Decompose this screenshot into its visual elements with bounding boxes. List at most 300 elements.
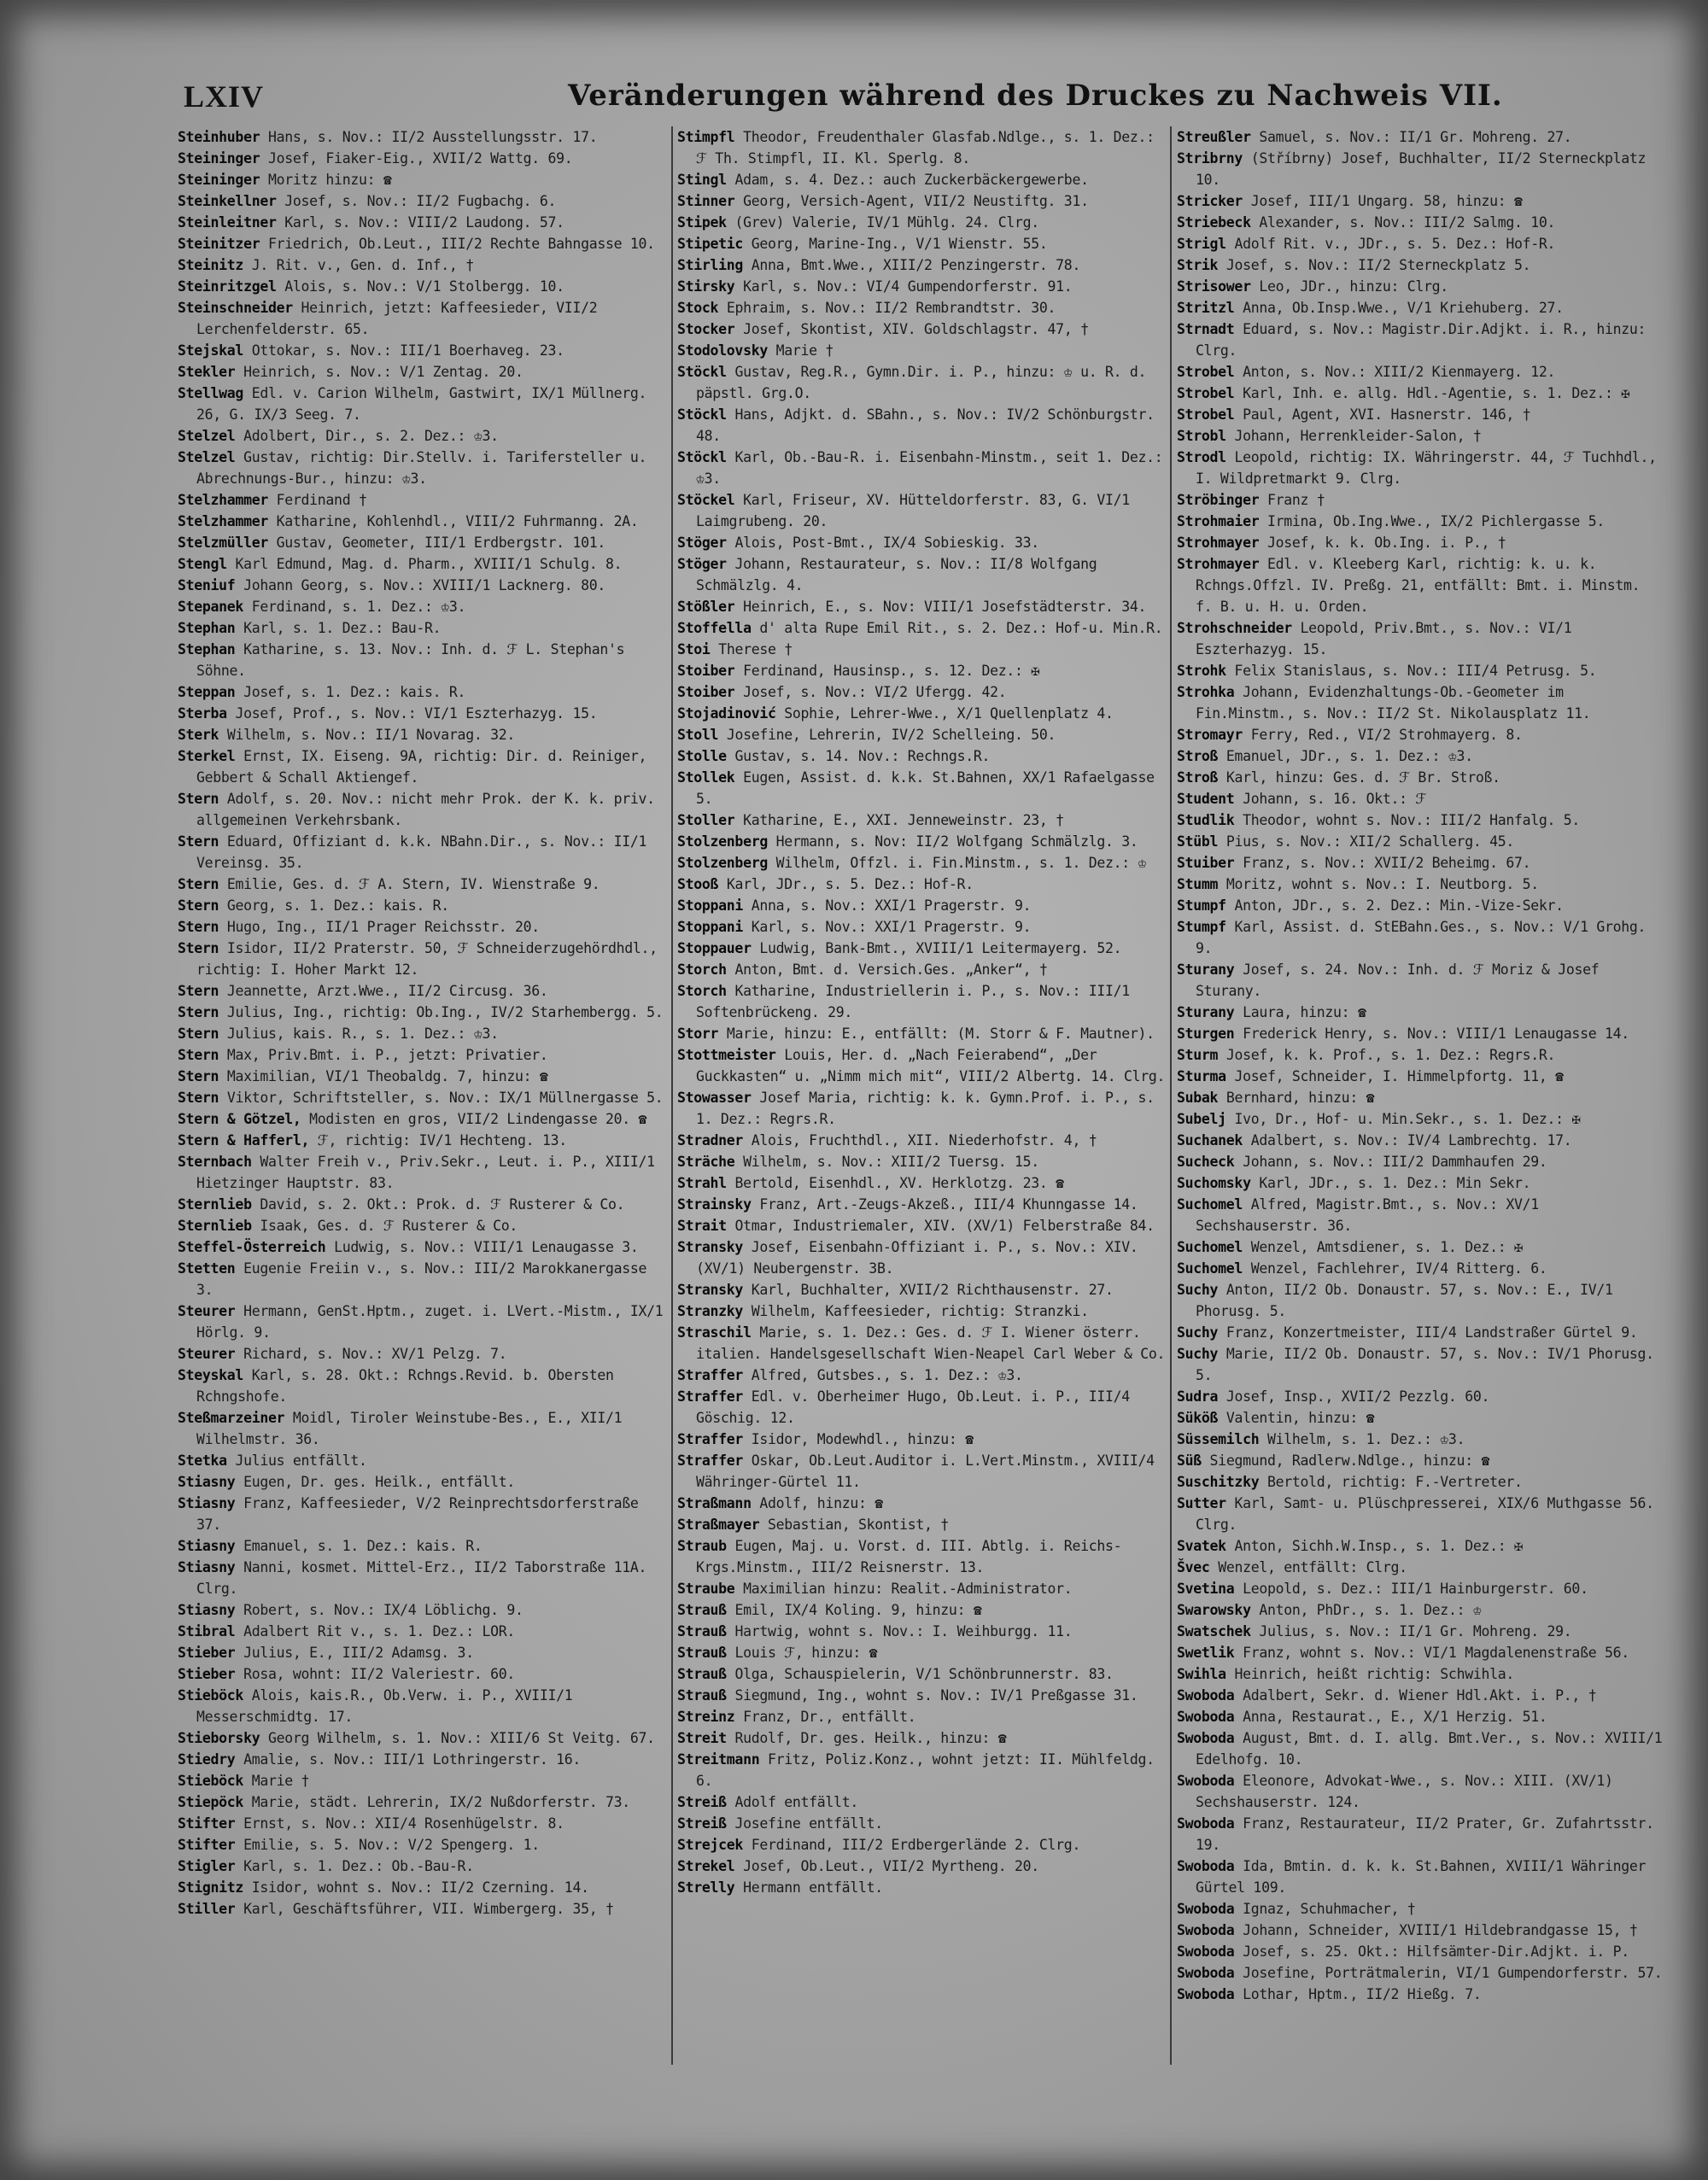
entry-surname: Sudra: [1177, 1388, 1219, 1405]
directory-entry: [677, 319, 1168, 340]
entry-details: Josef, Prof., s. Nov.: VI/1 Eszterhazyg. 15.: [235, 705, 598, 722]
entry-details: Katharine, s. 13. Nov.: Inh. d. ℱ L. Stephan's Söhne.: [196, 641, 625, 679]
entry-surname: Swoboda: [1177, 1815, 1235, 1832]
directory-entry: [178, 553, 669, 575]
entry-details: Emil, IX/4 Koling. 9, hinzu: ☎: [734, 1602, 982, 1618]
entry-details: Ivo, Dr., Hof- u. Min.Sekr., s. 1. Dez.: ✠: [1234, 1111, 1581, 1127]
entry-details: David, s. 2. Okt.: Prok. d. ℱ Rusterer & Co.: [260, 1196, 625, 1213]
entry-details: Sebastian, Skontist, †: [767, 1517, 949, 1533]
entry-surname: Stoi: [677, 641, 711, 658]
entry-details: Anton, Sichh.W.Insp., s. 1. Dez.: ✠: [1234, 1538, 1523, 1554]
entry-surname: Stuiber: [1177, 855, 1235, 871]
directory-entry: [1177, 895, 1664, 916]
entry-surname: Süssemilch: [1177, 1431, 1260, 1447]
entry-surname: Stingl: [677, 172, 727, 188]
entry-surname: Strodl: [1177, 449, 1226, 465]
directory-entry: [677, 1749, 1168, 1791]
directory-entry: [178, 639, 669, 681]
entry-details: Gustav, Geometer, III/1 Erdbergstr. 101.: [276, 535, 605, 551]
entry-surname: Strainsky: [677, 1196, 752, 1213]
entry-surname: Studlik: [1177, 812, 1235, 828]
entry-surname: Strobel: [1177, 406, 1235, 423]
entry-surname: Süköß: [1177, 1410, 1219, 1426]
directory-entry: [677, 1663, 1168, 1685]
directory-entry: [677, 1514, 1168, 1535]
directory-entry: [677, 532, 1168, 553]
entry-surname: Strekel: [677, 1858, 735, 1874]
directory-entry: [178, 383, 669, 425]
entry-surname: Stiasny: [178, 1538, 236, 1554]
entry-surname: Sucheck: [1177, 1154, 1235, 1170]
entry-surname: Stöger: [677, 556, 727, 572]
entry-details: Johann, s. Nov.: III/2 Dammhaufen 29.: [1243, 1154, 1547, 1170]
entry-surname: Suchy: [1177, 1282, 1219, 1298]
directory-entry: [1177, 1258, 1664, 1279]
directory-entry: [677, 489, 1168, 532]
entry-details: Eleonore, Advokat-Wwe., s. Nov.: XIII. (XV/1) Sechshauserstr. 124.: [1196, 1773, 1613, 1810]
directory-entry: [677, 874, 1168, 895]
entry-surname: Steinhuber: [178, 129, 260, 145]
directory-entry: [677, 1215, 1168, 1236]
directory-entry: [178, 1258, 669, 1300]
entry-details: August, Bmt. d. I. allg. Bmt.Ver., s. Nov.: XVIII/1 Edelhofg. 10.: [1196, 1730, 1663, 1768]
directory-entry: [677, 1130, 1168, 1151]
entry-surname: Stumm: [1177, 876, 1219, 892]
entry-surname: Swoboda: [1177, 1986, 1235, 2002]
entry-surname: Steininger: [178, 172, 260, 188]
directory-entry: [677, 809, 1168, 831]
directory-entry: [178, 340, 669, 361]
entry-surname: Svatek: [1177, 1538, 1226, 1554]
directory-entry: [677, 1599, 1168, 1621]
directory-entry: [178, 1663, 669, 1685]
directory-entry: [677, 1236, 1168, 1279]
directory-entry: [1177, 874, 1664, 895]
entry-surname: Strnadt: [1177, 321, 1235, 337]
directory-entry: [178, 1535, 669, 1557]
directory-entry: [1177, 724, 1664, 745]
entry-details: Alois, kais.R., Ob.Verw. i. P., XVIII/1 Messerschmidtg. 17.: [196, 1687, 573, 1725]
entry-details: Alois, Post-Bmt., IX/4 Sobieskig. 33.: [734, 535, 1039, 551]
entry-details: Edl. v. Oberheimer Hugo, Ob.Leut. i. P., III/4 Göschig. 12.: [696, 1388, 1130, 1426]
entry-details: Ernst, s. Nov.: XII/4 Rosenhügelstr. 8.: [243, 1815, 564, 1832]
directory-entry: [677, 1151, 1168, 1172]
directory-entry: [1177, 1920, 1664, 1941]
entry-surname: Stinner: [677, 193, 735, 209]
entry-surname: Stoppani: [677, 919, 744, 935]
entry-surname: Strohmayer: [1177, 556, 1260, 572]
entry-details: Georg, Versich-Agent, VII/2 Neustiftg. 31.: [743, 193, 1089, 209]
entry-details: Adalbert, Sekr. d. Wiener Hdl.Akt. i. P., †: [1243, 1687, 1597, 1704]
directory-entry: [178, 596, 669, 617]
entry-surname: Stoiber: [677, 663, 735, 679]
entry-surname: Strauß: [677, 1645, 727, 1661]
entry-details: Robert, s. Nov.: IX/4 Löblichg. 9.: [243, 1602, 524, 1618]
entry-surname: Stribrny: [1177, 150, 1243, 167]
entry-details: Emilie, Ges. d. ℱ A. Stern, IV. Wienstraße 9.: [226, 876, 600, 892]
entry-details: Anton, JDr., s. 2. Dez.: Min.-Vize-Sekr.: [1234, 897, 1564, 914]
directory-entry: [1177, 1172, 1664, 1194]
entry-surname: Sträche: [677, 1154, 735, 1170]
directory-entry: [178, 1365, 669, 1407]
entry-details: Josef, Skontist, XIV. Goldschlagstr. 47, †: [743, 321, 1089, 337]
entry-details: Rudolf, Dr. ges. Heilk., hinzu: ☎: [734, 1730, 1007, 1746]
entry-details: J. Rit. v., Gen. d. Inf., †: [251, 257, 474, 273]
entry-details: Isidor, wohnt s. Nov.: II/2 Czerning. 14.: [251, 1879, 589, 1896]
entry-surname: Stricker: [1177, 193, 1243, 209]
entry-details: Julius, s. Nov.: II/1 Gr. Mohreng. 29.: [1259, 1623, 1572, 1639]
entry-details: Ferdinand, s. 1. Dez.: ♔3.: [251, 599, 466, 615]
entry-surname: Stern: [178, 983, 219, 999]
directory-entry: [677, 276, 1168, 297]
entry-surname: Ströbinger: [1177, 492, 1260, 508]
directory-entry: [178, 1236, 669, 1258]
entry-surname: Sturany: [1177, 1004, 1235, 1020]
entry-surname: Swoboda: [1177, 1730, 1235, 1746]
entry-details: Anna, s. Nov.: XXI/1 Pragerstr. 9.: [751, 897, 1032, 914]
entry-details: Franz, wohnt s. Nov.: VI/1 Magdalenenstraße 56.: [1243, 1645, 1629, 1661]
entry-details: Hartwig, wohnt s. Nov.: I. Weihburgg. 11.: [734, 1623, 1073, 1639]
entry-details: Hermann entfällt.: [743, 1879, 883, 1896]
entry-details: Wilhelm, s. 1. Dez.: ♔3.: [1266, 1431, 1465, 1447]
entry-details: Karl, Ob.-Bau-R. i. Eisenbahn-Minstm., seit 1. Dez.: ♔3.: [696, 449, 1163, 487]
entry-surname: Subelj: [1177, 1111, 1226, 1127]
entry-details: Ludwig, s. Nov.: VIII/1 Lenaugasse 3.: [334, 1239, 639, 1255]
directory-entry: [1177, 1984, 1664, 2005]
entry-details: Heinrich, E., s. Nov: VIII/1 Josefstädterstr. 34.: [743, 599, 1147, 615]
directory-entry: [178, 1493, 669, 1535]
entry-details: Alfred, Magistr.Bmt., s. Nov.: XV/1 Sechshauserstr. 36.: [1196, 1196, 1539, 1234]
entry-details: Franz, Art.-Zeugs-Akzeß., III/4 Khunngasse 14.: [759, 1196, 1138, 1213]
entry-details: Josef, III/1 Ungarg. 58, hinzu: ☎: [1250, 193, 1523, 209]
directory-entry: [1177, 361, 1664, 383]
page-number: LXIV: [184, 79, 265, 114]
entry-surname: Sterba: [178, 705, 227, 722]
directory-entry: [1177, 1898, 1664, 1920]
directory-entry: [677, 617, 1168, 639]
entry-surname: Stodolovsky: [677, 342, 768, 359]
directory-entry: [178, 126, 669, 148]
entry-surname: Subak: [1177, 1090, 1219, 1106]
directory-entry: [1177, 1044, 1664, 1066]
entry-details: Josef Maria, richtig: k. k. Gymn.Prof. i. P., s. 1. Dez.: Regrs.R.: [696, 1090, 1155, 1127]
entry-surname: Steniuf: [178, 577, 236, 593]
directory-entry: [1177, 1535, 1664, 1557]
entry-details: Katharine, E., XXI. Jenneweinstr. 23, †: [743, 812, 1064, 828]
entry-details: Eduard, Offiziant d. k.k. NBahn.Dir., s. Nov.: II/1 Vereinsg. 35.: [196, 833, 647, 871]
entry-details: Josef, Fiaker-Eig., XVII/2 Wattg. 69.: [267, 150, 573, 167]
entry-surname: Stiasny: [178, 1474, 236, 1490]
entry-details: Wilhelm, s. Nov.: XIII/2 Tuersg. 15.: [743, 1154, 1039, 1170]
entry-details: Eugen, Maj. u. Vorst. d. III. Abtlg. i. Reichs-Krgs.Minstm., III/2 Reisnerstr. 13.: [696, 1538, 1122, 1575]
directory-entry: [178, 532, 669, 553]
entry-surname: Stumpf: [1177, 919, 1226, 935]
entry-details: Valentin, hinzu: ☎: [1225, 1410, 1375, 1426]
entry-details: Johann, Schneider, XVIII/1 Hildebrandgasse 15, †: [1243, 1922, 1638, 1938]
entry-surname: Stradner: [677, 1132, 744, 1148]
directory-entry: [178, 254, 669, 276]
directory-entry: [178, 425, 669, 447]
page-title: Veränderungen während des Druckes zu Nachweis VII.: [568, 79, 1503, 113]
entry-details: Amalie, s. Nov.: III/1 Lothringerstr. 16.: [243, 1751, 582, 1768]
directory-entry: [178, 212, 669, 233]
directory-entry: [1177, 319, 1664, 361]
directory-entry: [178, 724, 669, 745]
entry-details: Oskar, Ob.Leut.Auditor i. L.Vert.Minstm., XVIII/4 Währinger-Gürtel 11.: [696, 1452, 1155, 1490]
entry-surname: Stieber: [178, 1645, 236, 1661]
entry-surname: Stern: [178, 791, 219, 807]
directory-entry: [677, 639, 1168, 660]
directory-entry: [677, 404, 1168, 447]
entry-details: Georg, Marine-Ing., V/1 Wienstr. 55.: [751, 236, 1048, 252]
directory-entry: [1177, 916, 1664, 959]
directory-entry: [677, 1429, 1168, 1450]
entry-details: Adalbert, s. Nov.: IV/4 Lambrechtg. 17.: [1250, 1132, 1572, 1148]
entry-details: Anton, II/2 Ob. Donaustr. 57, s. Nov.: E., IV/1 Phorusg. 5.: [1196, 1282, 1613, 1319]
entry-surname: Swatschek: [1177, 1623, 1251, 1639]
directory-entry: [1177, 1471, 1664, 1493]
entry-surname: Stöger: [677, 535, 727, 551]
directory-entry: [178, 1087, 669, 1108]
entry-surname: Stetka: [178, 1452, 227, 1469]
entry-surname: Strahl: [677, 1175, 727, 1191]
directory-entry: [677, 1172, 1168, 1194]
entry-details: Adolf entfällt.: [734, 1794, 858, 1810]
entry-details: Eugenie Freiin v., s. Nov.: III/2 Marokkanergasse 3.: [196, 1260, 647, 1298]
entry-surname: Sternlieb: [178, 1218, 252, 1234]
directory-entry: [677, 916, 1168, 938]
directory-entry: [1177, 553, 1664, 617]
entry-surname: Stieborsky: [178, 1730, 260, 1746]
directory-entry: [677, 1365, 1168, 1386]
entry-surname: Suchy: [1177, 1324, 1219, 1341]
directory-entry: [677, 1535, 1168, 1578]
entry-details: Georg Wilhelm, s. 1. Nov.: XIII/6 St Veitg. 67.: [267, 1730, 655, 1746]
entry-details: Fritz, Poliz.Konz., wohnt jetzt: II. Mühlfeldg. 6.: [696, 1751, 1155, 1789]
entry-details: Isidor, II/2 Praterstr. 50, ℱ Schneiderzugehördhdl., richtig: I. Hoher Markt 12.: [196, 940, 658, 978]
entry-surname: Steffel-Österreich: [178, 1239, 326, 1255]
entry-details: Josef, Ob.Leut., VII/2 Myrtheng. 20.: [743, 1858, 1039, 1874]
entry-details: Leopold, richtig: IX. Währingerstr. 44, ℱ Tuchhdl., I. Wildpretmarkt 9. Clrg.: [1196, 449, 1657, 487]
directory-entry: [1177, 1685, 1664, 1706]
entry-details: Josef, s. 25. Okt.: Hilfsämter-Dir.Adjkt. i. P.: [1243, 1943, 1629, 1960]
entry-details: Adolf Rit. v., JDr., s. 5. Dez.: Hof-R.: [1234, 236, 1556, 252]
entry-surname: Stelzel: [178, 449, 236, 465]
directory-entry: [1177, 1343, 1664, 1386]
column-left: [178, 126, 669, 2082]
entry-surname: Strelly: [677, 1879, 735, 1896]
entry-details: Max, Priv.Bmt. i. P., jetzt: Privatier.: [226, 1047, 548, 1063]
directory-entry: [178, 1749, 669, 1770]
entry-details: Leopold, s. Dez.: III/1 Hainburgerstr. 60.: [1243, 1581, 1588, 1597]
directory-entry: [677, 297, 1168, 319]
entry-details: Edl. v. Kleeberg Karl, richtig: k. u. k. Rchngs.Offzl. IV. Preßg. 21, entfällt: Bmt. i. Minstm. f. B. u. H. u. Orden.: [1196, 556, 1641, 615]
entry-details: Modisten en gros, VII/2 Lindengasse 20. ☎: [309, 1111, 647, 1127]
entry-details: Ferdinand, III/2 Erdbergerlände 2. Clrg.: [751, 1837, 1081, 1853]
directory-entry: [1177, 1706, 1664, 1727]
directory-entry: [1177, 745, 1664, 767]
directory-entry: [677, 767, 1168, 809]
entry-surname: Sturany: [1177, 961, 1235, 978]
directory-entry: [677, 1279, 1168, 1300]
entry-surname: Strisower: [1177, 278, 1251, 295]
directory-entry: [178, 169, 669, 190]
directory-entry: [677, 190, 1168, 212]
entry-surname: Svetina: [1177, 1581, 1235, 1597]
entry-details: Ernst, IX. Eiseng. 9A, richtig: Dir. d. Reiniger, Gebbert & Schall Aktiengef.: [196, 748, 647, 786]
directory-entry: [178, 1066, 669, 1087]
directory-entry: [178, 276, 669, 297]
directory-entry: [178, 489, 669, 511]
entry-surname: Stumpf: [1177, 897, 1226, 914]
entry-surname: Steininger: [178, 150, 260, 167]
entry-surname: Steppan: [178, 684, 236, 700]
entry-surname: Storch: [677, 961, 727, 978]
entry-surname: Strik: [1177, 257, 1219, 273]
entry-surname: Straffer: [677, 1452, 744, 1469]
directory-entry: [1177, 1557, 1664, 1578]
directory-entry: [1177, 660, 1664, 681]
entry-details: Franz, Dr., entfällt.: [743, 1709, 916, 1725]
directory-entry: [178, 511, 669, 532]
entry-surname: Sturm: [1177, 1047, 1219, 1063]
entry-surname: Strauß: [677, 1623, 727, 1639]
directory-entry: [677, 1813, 1168, 1834]
entry-surname: Strohka: [1177, 684, 1235, 700]
entry-details: Therese †: [718, 641, 793, 658]
entry-details: Anna, Ob.Insp.Wwe., V/1 Kriehuberg. 27.: [1243, 300, 1564, 316]
entry-surname: Stekler: [178, 364, 236, 380]
directory-entry: [1177, 1962, 1664, 1984]
directory-entry: [178, 1450, 669, 1471]
entry-details: (Stříbrny) Josef, Buchhalter, II/2 Sterneckplatz 10.: [1196, 150, 1647, 188]
entry-details: Karl, s. 1. Dez.: Bau-R.: [243, 620, 442, 636]
entry-details: Heinrich, heißt richtig: Schwihla.: [1234, 1666, 1515, 1682]
entry-surname: Stooß: [677, 876, 719, 892]
directory-entry: [1177, 1236, 1664, 1258]
entry-surname: Stiepöck: [178, 1794, 244, 1810]
directory-entry: [178, 874, 669, 895]
entry-surname: Stephan: [178, 641, 236, 658]
directory-entry: [1177, 788, 1664, 809]
directory-entry: [1177, 1130, 1664, 1151]
entry-surname: Stiller: [178, 1901, 236, 1917]
entry-surname: Stern: [178, 876, 219, 892]
entry-surname: Švec: [1177, 1559, 1210, 1575]
entry-details: Maximilian, VI/1 Theobaldg. 7, hinzu: ☎: [226, 1068, 548, 1084]
entry-details: Ida, Bmtin. d. k. k. St.Bahnen, XVIII/1 Währinger Gürtel 109.: [1196, 1858, 1647, 1896]
directory-entry: [1177, 1450, 1664, 1471]
entry-details: Franz, Kaffeesieder, V/2 Reinprechtsdorferstraße 37.: [196, 1495, 639, 1533]
entry-surname: Stoffella: [677, 620, 752, 636]
directory-entry: [677, 1706, 1168, 1727]
entry-details: Samuel, s. Nov.: II/1 Gr. Mohreng. 27.: [1259, 129, 1572, 145]
entry-surname: Stepanek: [178, 599, 244, 615]
entry-surname: Strauß: [677, 1602, 727, 1618]
entry-surname: Stelzel: [178, 428, 236, 444]
directory-entry: [1177, 1002, 1664, 1023]
entry-details: Hermann, GenSt.Hptm., zuget. i. LVert.-Mistm., IX/1 Hörlg. 9.: [196, 1303, 664, 1341]
entry-surname: Swoboda: [1177, 1773, 1235, 1789]
directory-entry: [677, 703, 1168, 724]
entry-details: Ferry, Red., VI/2 Strohmayerg. 8.: [1250, 727, 1523, 743]
entry-surname: Sturgen: [1177, 1026, 1235, 1042]
entry-surname: Stöckl: [677, 449, 727, 465]
entry-surname: Straßmann: [677, 1495, 752, 1511]
directory-entry: [677, 1642, 1168, 1663]
entry-details: Theodor, wohnt s. Nov.: III/2 Hanfalg. 5.: [1243, 812, 1581, 828]
entry-surname: Stimpfl: [677, 129, 735, 145]
directory-entry: [1177, 1279, 1664, 1322]
entry-surname: Stigler: [178, 1858, 236, 1874]
directory-entry: [178, 788, 669, 831]
entry-surname: Suchomel: [1177, 1196, 1243, 1213]
directory-entry: [1177, 126, 1664, 148]
directory-entry: [178, 745, 669, 788]
entry-surname: Strohmaier: [1177, 513, 1260, 529]
directory-entry: [677, 233, 1168, 254]
entry-surname: Sterk: [178, 727, 219, 743]
entry-surname: Stern: [178, 897, 219, 914]
entry-surname: Storr: [677, 1026, 719, 1042]
directory-entry: [178, 1770, 669, 1791]
entry-details: Louis ℱ, hinzu: ☎: [734, 1645, 878, 1661]
directory-entry: [677, 1727, 1168, 1749]
entry-surname: Steinritzgel: [178, 278, 277, 295]
entry-surname: Stelzhammer: [178, 492, 268, 508]
entry-surname: Suchomel: [1177, 1260, 1243, 1277]
entry-details: Otmar, Industriemaler, XIV. (XV/1) Felberstraße 84.: [734, 1218, 1155, 1234]
entry-details: Alois, Fruchthdl., XII. Niederhofstr. 4, †: [751, 1132, 1097, 1148]
entry-details: Katharine, Kohlenhdl., VIII/2 Fuhrmanng. 2A.: [276, 513, 639, 529]
entry-surname: Suschitzky: [1177, 1474, 1260, 1490]
entry-details: Adalbert Rit v., s. 1. Dez.: LOR.: [243, 1623, 515, 1639]
entry-details: Wilhelm, Offzl. i. Fin.Minstm., s. 1. Dez.: ♔: [775, 855, 1147, 871]
directory-entry: [677, 1877, 1168, 1898]
directory-entry: [677, 831, 1168, 852]
directory-entry: [677, 596, 1168, 617]
directory-entry: [677, 212, 1168, 233]
entry-surname: Stirling: [677, 257, 744, 273]
entry-details: Marie, hinzu: E., entfällt: (M. Storr & F. Mautner).: [726, 1026, 1155, 1042]
entry-details: Hermann, s. Nov: II/2 Wolfgang Schmälzlg. 3.: [775, 833, 1138, 850]
directory-entry: [677, 1493, 1168, 1514]
directory-entry: [677, 1194, 1168, 1215]
entry-surname: Strohschneider: [1177, 620, 1292, 636]
entry-surname: Strauß: [677, 1666, 727, 1682]
directory-entry: [178, 148, 669, 169]
entry-surname: Steßmarzeiner: [178, 1410, 285, 1426]
entry-surname: Stoiber: [677, 684, 735, 700]
entry-surname: Swarowsky: [1177, 1602, 1251, 1618]
entry-details: Hans, s. Nov.: II/2 Ausstellungsstr. 17.: [267, 129, 598, 145]
entry-details: Siegmund, Radlerw.Ndlge., hinzu: ☎: [1209, 1452, 1490, 1469]
entry-details: Heinrich, s. Nov.: V/1 Zentag. 20.: [243, 364, 524, 380]
entry-surname: Stoppauer: [677, 940, 752, 956]
directory-entry: [178, 190, 669, 212]
directory-entry: [677, 745, 1168, 767]
entry-details: Josef, k. k. Ob.Ing. i. P., †: [1266, 535, 1506, 551]
directory-entry: [1177, 1151, 1664, 1172]
entry-surname: Süß: [1177, 1452, 1202, 1469]
entry-details: Bertold, Eisenhdl., XV. Herklotzg. 23. ☎: [734, 1175, 1064, 1191]
entry-surname: Stromayr: [1177, 727, 1243, 743]
directory-entry: [178, 1599, 669, 1621]
entry-details: Gustav, s. 14. Nov.: Rechngs.R.: [734, 748, 991, 764]
directory-entry: [1177, 1194, 1664, 1236]
directory-entry: [677, 447, 1168, 489]
directory-entry: [677, 1685, 1168, 1706]
